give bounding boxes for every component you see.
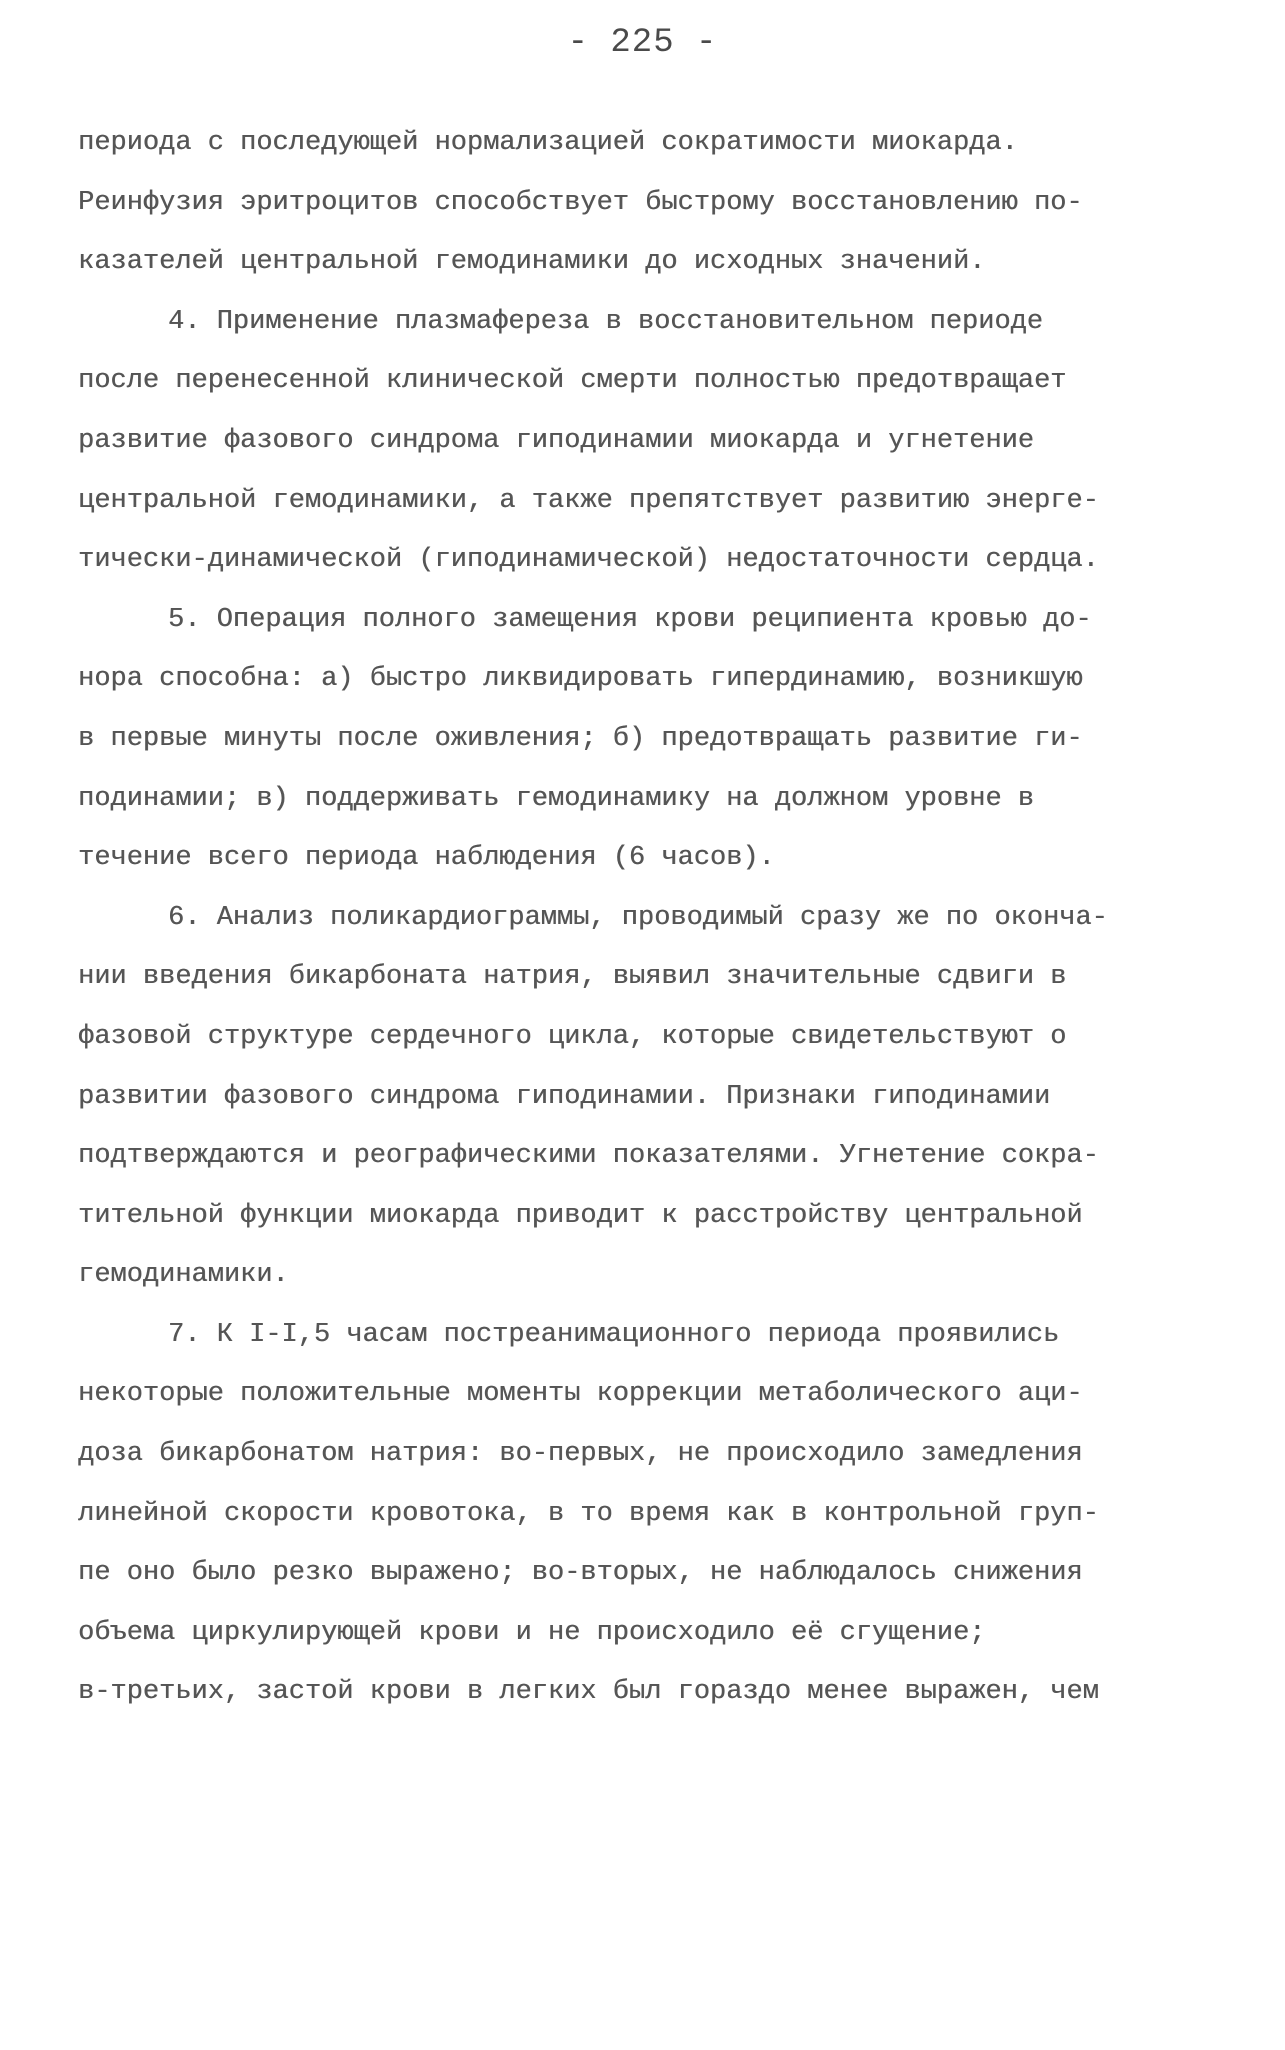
- text-line: подинамии; в) поддерживать гемодинамику на должном уровне в: [78, 783, 1034, 814]
- text-line: периода с последующей нормализацией сократимости миокарда.: [78, 128, 1018, 158]
- text-line: гемодинамики.: [78, 1260, 289, 1291]
- text-line: подтверждаются и реографическими показателями. Угнетение сокра-: [78, 1141, 1099, 1172]
- text-line: течение всего периода наблюдения (6 часов).: [78, 843, 775, 874]
- text-line: 7. К I-I,5 часам постреанимационного периода проявились: [168, 1319, 1060, 1350]
- text-line: 4. Применение плазмафереза в восстановительном периоде: [168, 306, 1043, 337]
- text-line: некоторые положительные моменты коррекции метаболического аци-: [78, 1379, 1083, 1410]
- page-number: - 225 -: [567, 24, 718, 62]
- text-line: после перенесенной клинической смерти полностью предотвращает: [78, 366, 1067, 397]
- text-line: тительной функции миокарда приводит к расстройству центральной: [78, 1200, 1083, 1231]
- text-line: пе оно было резко выражено; во-вторых, не наблюдалось снижения: [78, 1558, 1083, 1589]
- text-line: доза бикарбонатом натрия: во-первых, не происходило замедления: [78, 1439, 1083, 1470]
- text-line: линейной скорости кровотока, в то время как в контрольной груп-: [78, 1498, 1099, 1529]
- text-line: казателей центральной гемодинамики до исходных значений.: [78, 247, 986, 278]
- text-line: 6. Анализ поликардиограммы, проводимый сразу же по оконча-: [168, 902, 1108, 933]
- text-line: в первые минуты после оживления; б) предотвращать развитие ги-: [78, 723, 1083, 754]
- text-line: тически-динамической (гиподинамической) недостаточности сердца.: [78, 545, 1099, 576]
- text-line: объема циркулирующей крови и не происходило её сгущение;: [78, 1617, 986, 1648]
- text-line: нора способна: а) быстро ликвидировать гипердинамию, возникшую: [78, 664, 1083, 695]
- text-line: фазовой структуре сердечного цикла, которые свидетельствуют о: [78, 1021, 1067, 1052]
- text-line: центральной гемодинамики, а также препятствует развитию энерге-: [78, 485, 1099, 516]
- text-line: Реинфузия эритроцитов способствует быстрому восстановлению по-: [78, 187, 1083, 218]
- text-line: в-третьих, застой крови в легких был гораздо менее выражен, чем: [78, 1677, 1099, 1708]
- text-line: развитии фазового синдрома гиподинамии. Признаки гиподинамии: [78, 1081, 1051, 1112]
- text-line: 5. Операция полного замещения крови реципиента кровью до-: [168, 604, 1092, 635]
- text-line: нии введения бикарбоната натрия, выявил значительные сдвиги в: [78, 962, 1067, 993]
- text-line: развитие фазового синдрома гиподинамии миокарда и угнетение: [78, 425, 1034, 456]
- body-text: [78, 114, 1208, 1723]
